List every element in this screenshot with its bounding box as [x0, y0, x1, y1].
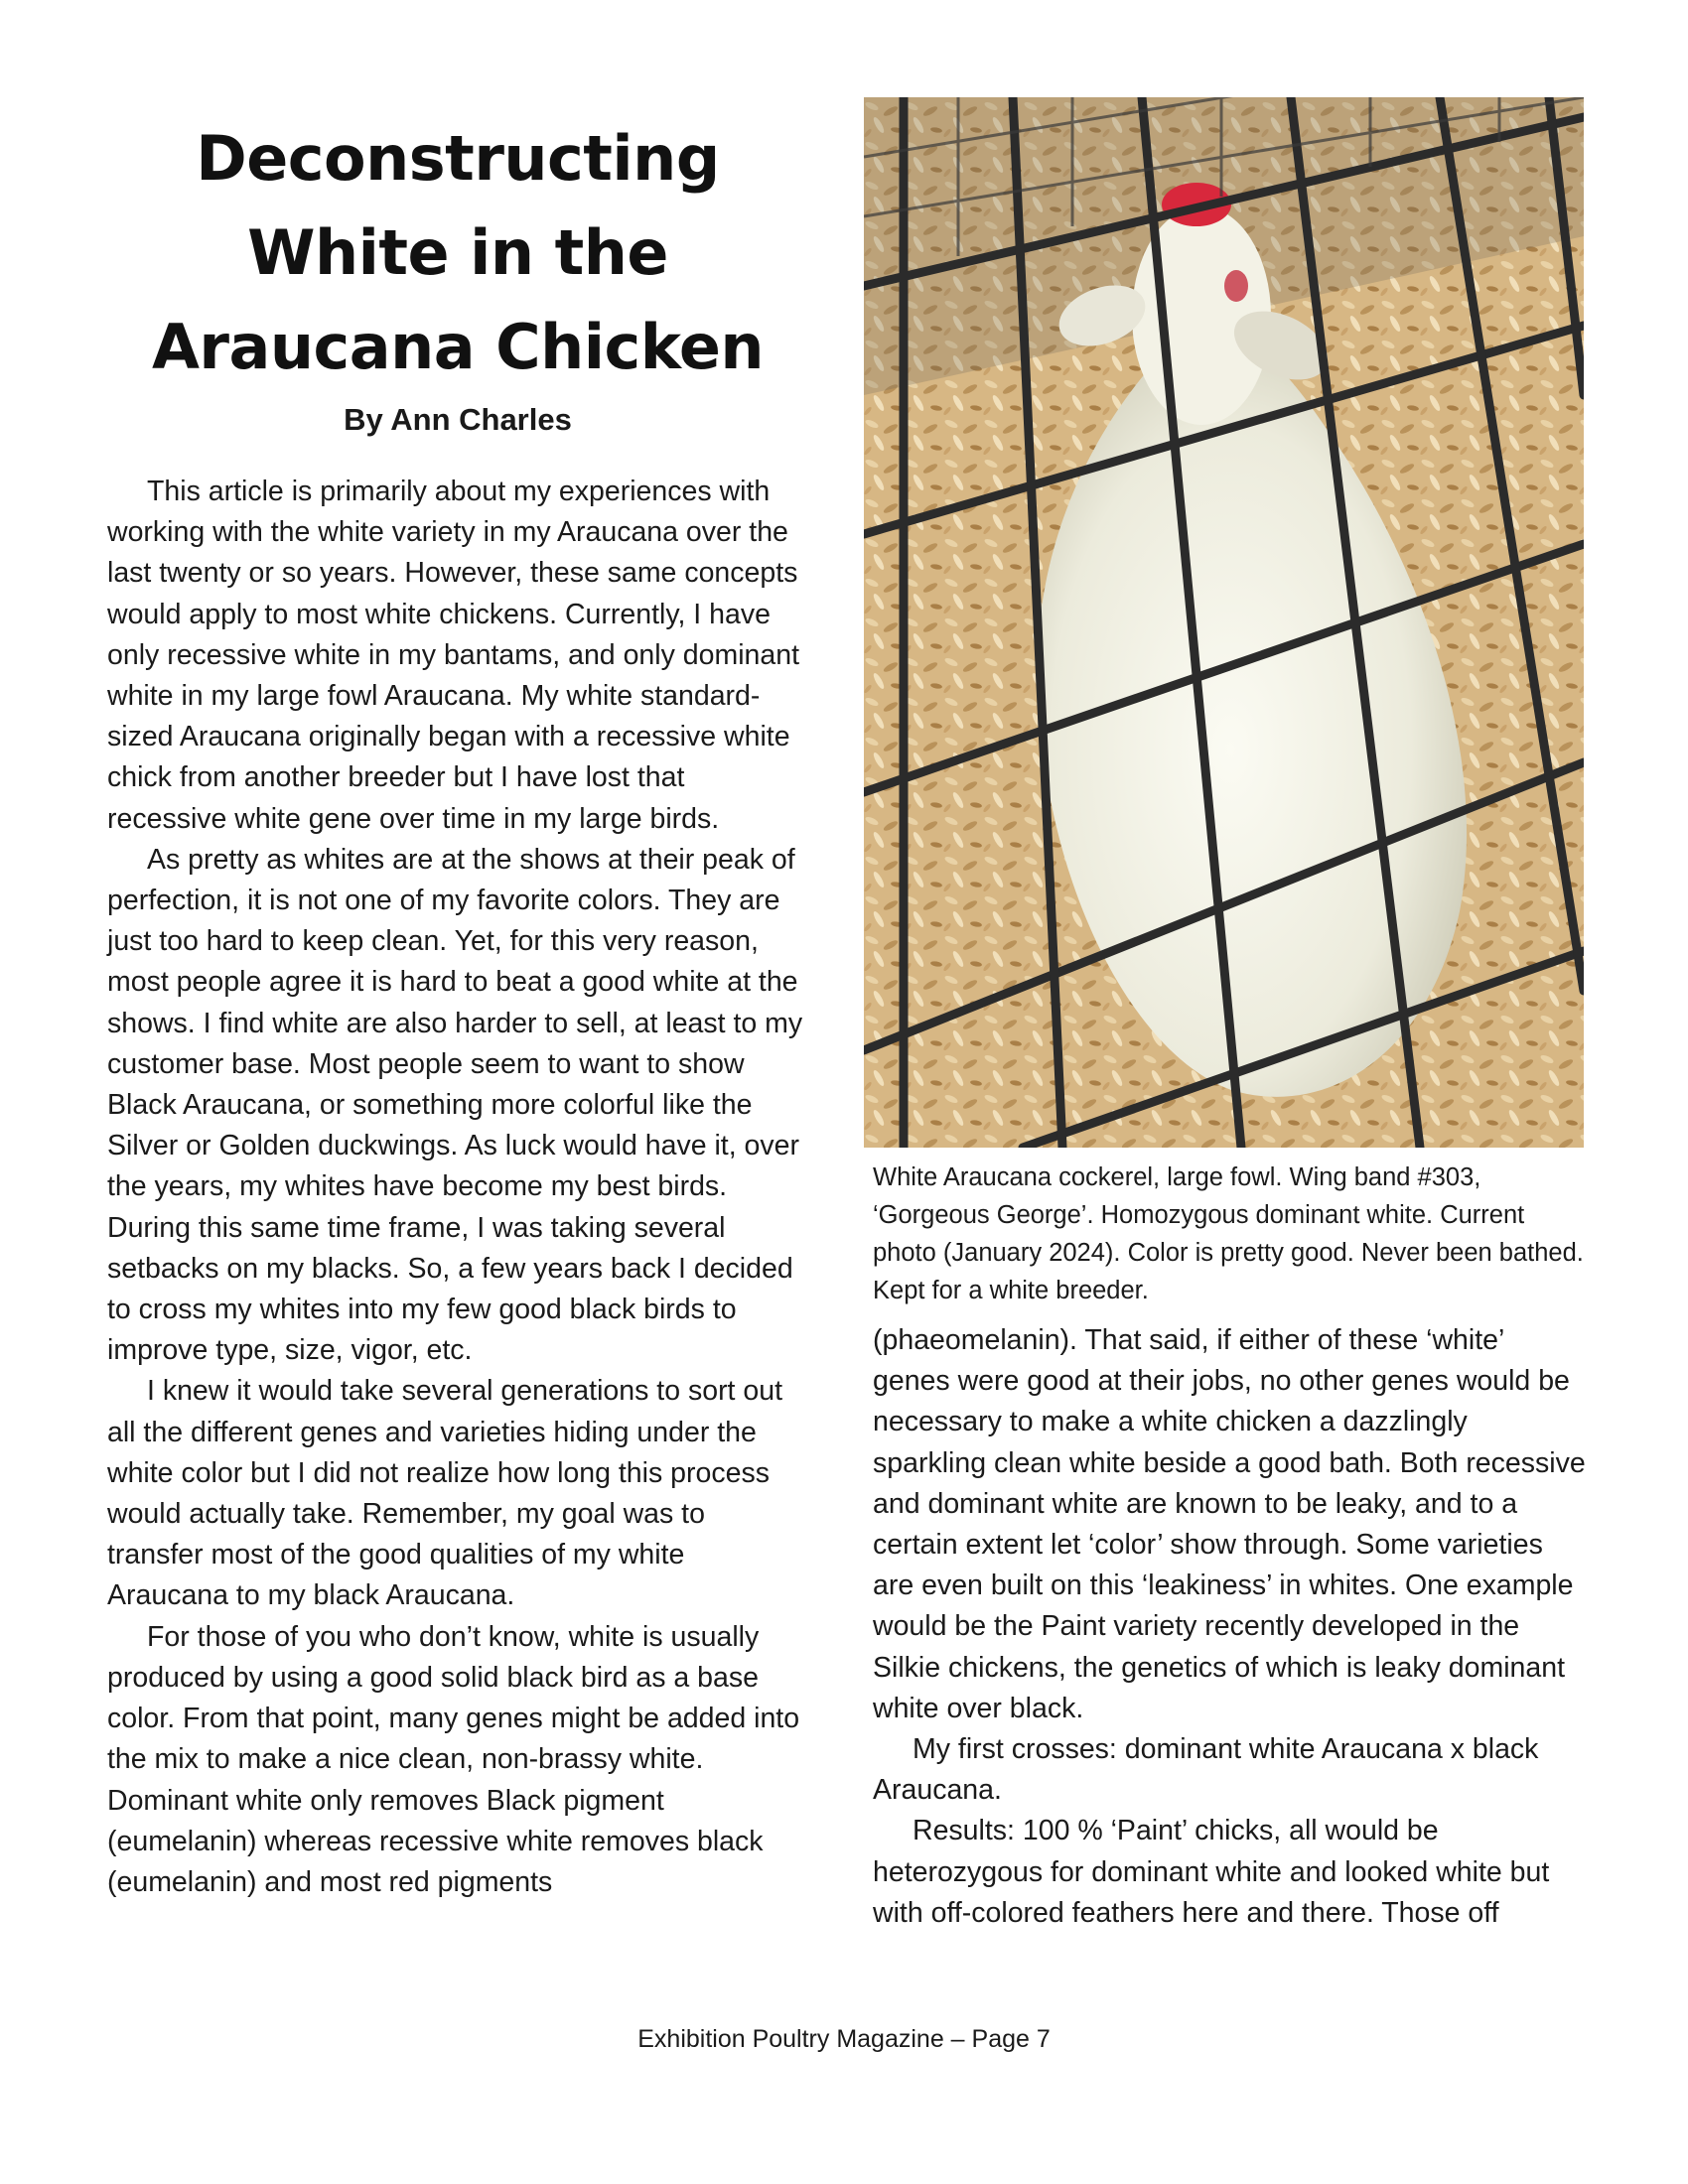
paragraph: I knew it would take several generations to sort out all the different genes and varieties hiding under the white color but I did not realize how long this process would actually take. Remember, my goal was to transfer most of the good qualities of my white Araucana to my black Araucana. [107, 1375, 783, 1612]
article-byline: By Ann Charles [344, 402, 572, 437]
chicken-photo [864, 97, 1584, 1148]
article-title: Deconstructing White in the Araucana Chicken [151, 122, 765, 383]
paragraph: As pretty as whites are at the shows at their peak of perfection, it is not one of my favorite colors. They are just too hard to keep clean. Yet, for this very reason, most people agree it is hard to beat a good white at the shows. I find white are also harder to sell, at least to my customer base. Most people seem to want to show Black Araucana, or something more colorful like the Silver or Golden duckwings. As luck would have it, over the years, my whites have become my best birds. During this same time frame, I was taking several setbacks on my blacks. So, a few years back I decided to cross my whites into my few good black birds to improve type, size, vigor, etc. [107, 843, 803, 1367]
left-column [107, 111, 808, 1903]
left-body-text [107, 472, 808, 1903]
paragraph: My first crosses: dominant white Araucana x black Araucana. [873, 1733, 1539, 1807]
photo-caption: White Araucana cockerel, large fowl. Wing band #303, ‘Gorgeous George’. Homozygous dominant white. Current photo (January 2024). Color is pretty good. Never been bathed. Kept for a white breeder. [873, 1163, 1584, 1304]
paragraph: (phaeomelanin). That said, if either of these ‘white’ genes were good at their jobs, no other genes would be necessary to make a white chicken a dazzlingly sparkling clean white beside a good bath. Both recessive and dominant white are known to be leaky, and to a certain extent let ‘color’ show through. Some varieties are even built on this ‘leakiness’ in whites. One example would be the Paint variety recently developed in the Silkie chickens, the genetics of which is leaky dominant white over black. [873, 1324, 1586, 1724]
right-column [873, 1320, 1588, 1934]
page-footer: Exhibition Poultry Magazine – Page 7 [637, 2025, 1051, 2053]
paragraph: Results: 100 % ‘Paint’ chicks, all would be heterozygous for dominant white and looked white but with off-colored feathers here and there. Those off [873, 1815, 1550, 1929]
paragraph: This article is primarily about my experiences with working with the white variety in my Araucana over the last twenty or so years. However, these same concepts would apply to most white chickens. Currently, I have only recessive white in my bantams, and only dominant white in my large fowl Araucana. My white standard-sized Araucana originally began with a recessive white chick from another breeder but I have lost that recessive white gene over time in my large birds. [107, 476, 800, 835]
paragraph: For those of you who don’t know, white is usually produced by using a good solid black bird as a base color. From that point, many genes might be added into the mix to make a nice clean, non-brassy white. Dominant white only removes Black pigment (eumelanin) whereas recessive white removes black (eumelanin) and most red pigments [107, 1620, 800, 1898]
chicken-photo-illustration [864, 97, 1584, 1148]
